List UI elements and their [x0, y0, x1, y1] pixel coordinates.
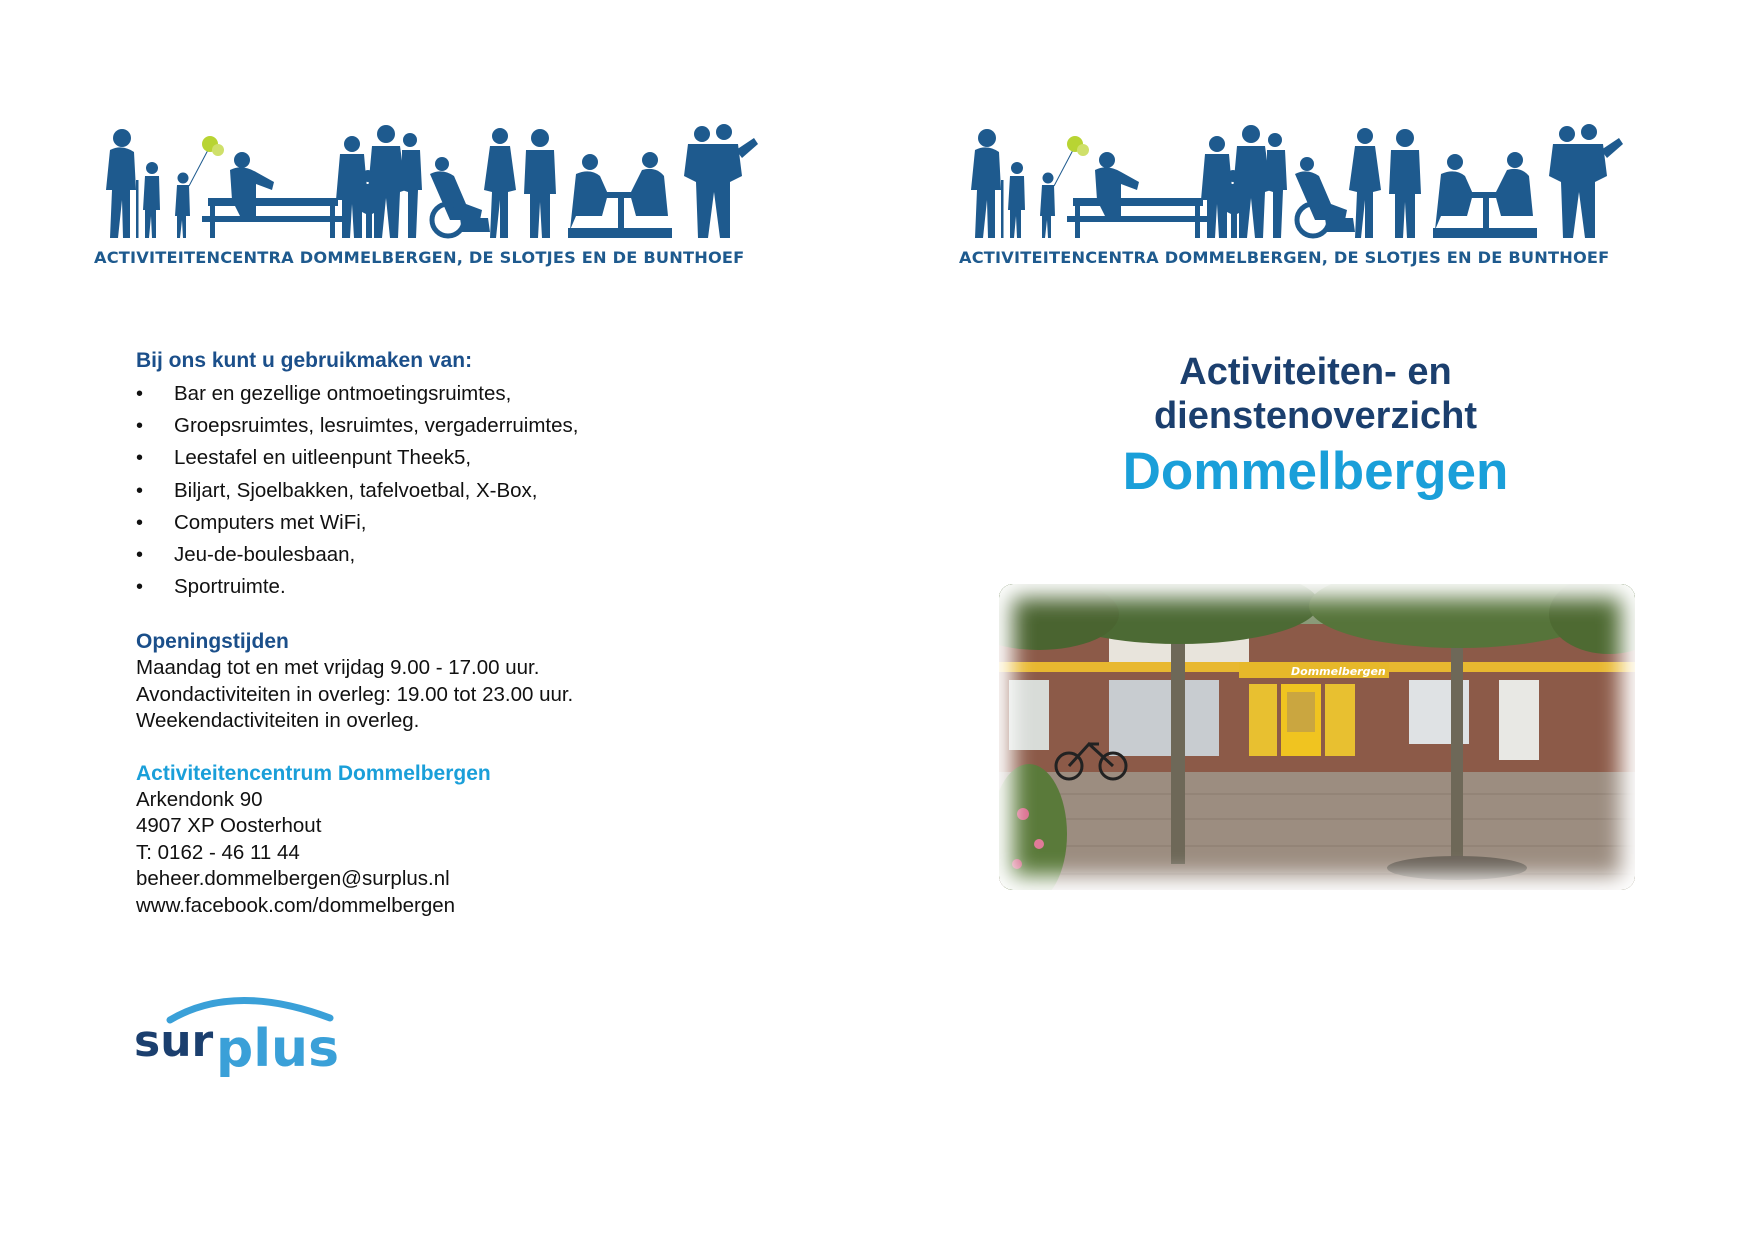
silhouette-banner [955, 120, 1655, 280]
list-item: • Bar en gezellige ontmoetingsruimtes, [136, 378, 776, 410]
list-item: • Jeu-de-boulesbaan, [136, 539, 776, 571]
list-item: • Sportruimte. [136, 571, 776, 603]
list-item: • Groepsruimtes, lesruimtes, vergaderruimtes, [136, 410, 776, 442]
surplus-text-sur: sur [134, 1016, 214, 1067]
contact-block [136, 761, 776, 920]
surplus-logo [134, 990, 339, 1080]
title-line-1: Activiteiten- en [1179, 351, 1452, 393]
facilities-list [136, 378, 776, 603]
title-line-2: dienstenoverzicht [1153, 395, 1478, 437]
cover-title [877, 350, 1754, 504]
hours-line: Maandag tot en met vrijdag 9.00 - 17.00 uur. [136, 656, 540, 680]
contact-heading: Activiteitencentrum Dommelbergen [136, 761, 491, 785]
building-photo [999, 584, 1635, 890]
silhouette-people-icon [90, 120, 790, 250]
silhouette-people-icon [955, 120, 1655, 250]
banner-title: ACTIVITEITENCENTRA DOMMELBERGEN, DE SLOTJES EN DE BUNTHOEF [959, 248, 1610, 267]
hours-line: Weekendactiviteiten in overleg. [136, 709, 420, 733]
contact-email[interactable]: beheer.dommelbergen@surplus.nl [136, 867, 450, 891]
surplus-arc-icon [134, 990, 339, 1080]
info-content [136, 348, 776, 919]
contact-facebook[interactable]: www.facebook.com/dommelbergen [136, 893, 456, 917]
opening-hours [136, 629, 776, 735]
list-item: • Computers met WiFi, [136, 507, 776, 539]
hours-heading: Openingstijden [136, 630, 289, 654]
building-photo-image [999, 584, 1635, 890]
banner-title: ACTIVITEITENCENTRA DOMMELBERGEN, DE SLOTJES EN DE BUNTHOEF [94, 248, 745, 267]
contact-postal: 4907 XP Oosterhout [136, 814, 322, 838]
contact-address: Arkendonk 90 [136, 787, 263, 811]
list-item: • Leestafel en uitleenpunt Theek5, [136, 442, 776, 474]
list-item: • Biljart, Sjoelbakken, tafelvoetbal, X-Box, [136, 475, 776, 507]
front-panel [877, 0, 1754, 1240]
silhouette-banner [90, 120, 790, 280]
photo-sign-text: Dommelbergen [1291, 665, 1386, 678]
surplus-text-plus: plus [216, 1019, 339, 1079]
location-title: Dommelbergen [1122, 442, 1509, 501]
hours-line: Avondactiviteiten in overleg: 19.00 tot 23.00 uur. [136, 682, 574, 706]
facilities-heading: Bij ons kunt u gebruikmaken van: [136, 349, 473, 372]
contact-phone: T: 0162 - 46 11 44 [136, 840, 300, 864]
